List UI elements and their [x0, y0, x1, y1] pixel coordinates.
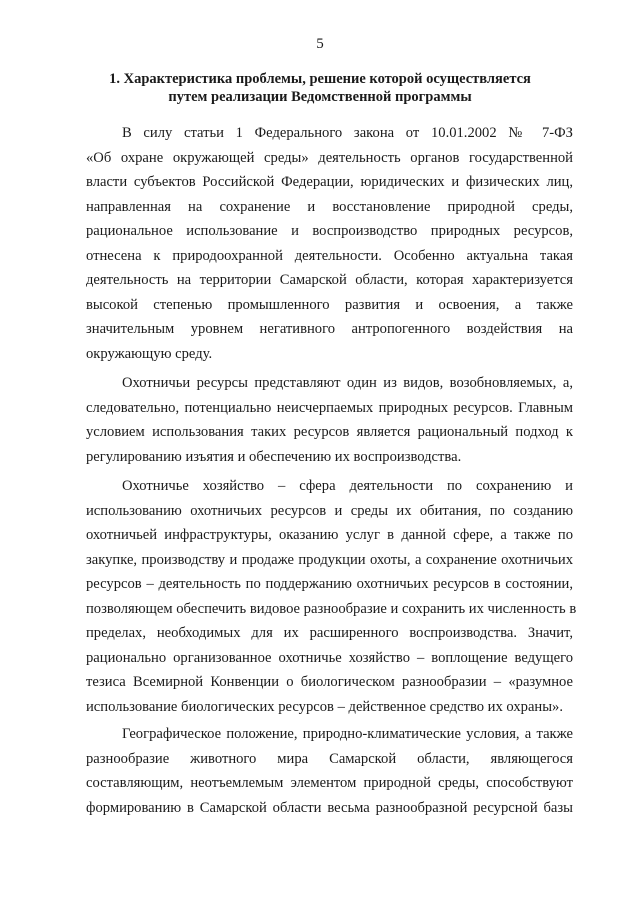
text-line: направленная на сохранение и восстановление природной среды,	[86, 198, 573, 215]
paragraph-2	[86, 371, 573, 469]
heading-line: путем реализации Ведомственной программы	[168, 89, 472, 105]
section-heading	[70, 70, 570, 106]
text-line: деятельность на территории Самарской области, которая характеризуется	[86, 272, 573, 288]
text-line: рационально организованное охотничье хозяйство – воплощение ведущего	[86, 649, 573, 666]
page-number: 5	[316, 36, 324, 52]
paragraph-3	[86, 474, 577, 719]
text-line: использованию охотничьих ресурсов и среды их обитания, по созданию	[86, 502, 573, 519]
text-line: высокой степенью промышленного развития и освоения, а также	[86, 296, 573, 313]
text-line: значительным уровнем негативного антропогенного воздействия на	[86, 321, 573, 337]
text-line: условием использования таких ресурсов является рациональный подход к	[86, 424, 573, 440]
paragraph-1	[86, 121, 573, 366]
text-line: окружающую среду.	[86, 345, 213, 362]
text-line: Географическое положение, природно-климатические условия, а также	[122, 726, 573, 742]
paragraph-4	[86, 722, 573, 820]
text-line: тезиса Всемирной Конвенции о биологическом разнообразии – «разумное	[86, 674, 573, 690]
text-line: В силу статьи 1 Федерального закона от 10.01.2002 № 7-ФЗ	[122, 125, 573, 141]
text-line: составляющим, неотъемлемым элементом природной среды, способствуют	[86, 775, 573, 791]
text-line: Охотничье хозяйство – сфера деятельности по сохранению и	[122, 478, 573, 494]
text-line: пределах, необходимых для их расширенного воспроизводства. Значит,	[86, 625, 573, 641]
text-line: охотничьей инфраструктуры, оказанию услуг в данной сфере, а также по	[86, 527, 573, 543]
text-line: Охотничьи ресурсы представляют один из видов, возобновляемых, а,	[122, 375, 573, 391]
text-line: власти субъектов Российской Федерации, юридических и физических лиц,	[86, 174, 573, 190]
text-line: закупке, производству и продаже продукции охоты, а сохранение охотничьих	[86, 551, 573, 568]
text-line: ресурсов – деятельность по поддержанию охотничьих ресурсов в состоянии,	[86, 576, 573, 592]
text-line: следовательно, потенциально неисчерпаемых природных ресурсов. Главным	[86, 399, 573, 416]
text-line: отнесена к природоохранной деятельности. Особенно актуальна такая	[86, 247, 573, 264]
text-line: регулированию изъятия и обеспечению их воспроизводства.	[86, 448, 462, 465]
heading-line: 1. Характеристика проблемы, решение которой осуществляется	[109, 71, 531, 87]
text-line: «Об охране окружающей среды» деятельность органов государственной	[86, 149, 573, 166]
text-line: использование биологических ресурсов – действенное средство их охраны».	[86, 698, 563, 715]
text-line: разнообразие животного мира Самарской области, являющегося	[86, 750, 573, 767]
text-line: формированию в Самарской области весьма разнообразной ресурсной базы	[86, 799, 573, 816]
text-line: рациональное использование и воспроизводство природных ресурсов,	[86, 223, 573, 239]
text-line: позволяющем обеспечить видовое разнообразие и сохранить их численность в	[86, 600, 577, 617]
